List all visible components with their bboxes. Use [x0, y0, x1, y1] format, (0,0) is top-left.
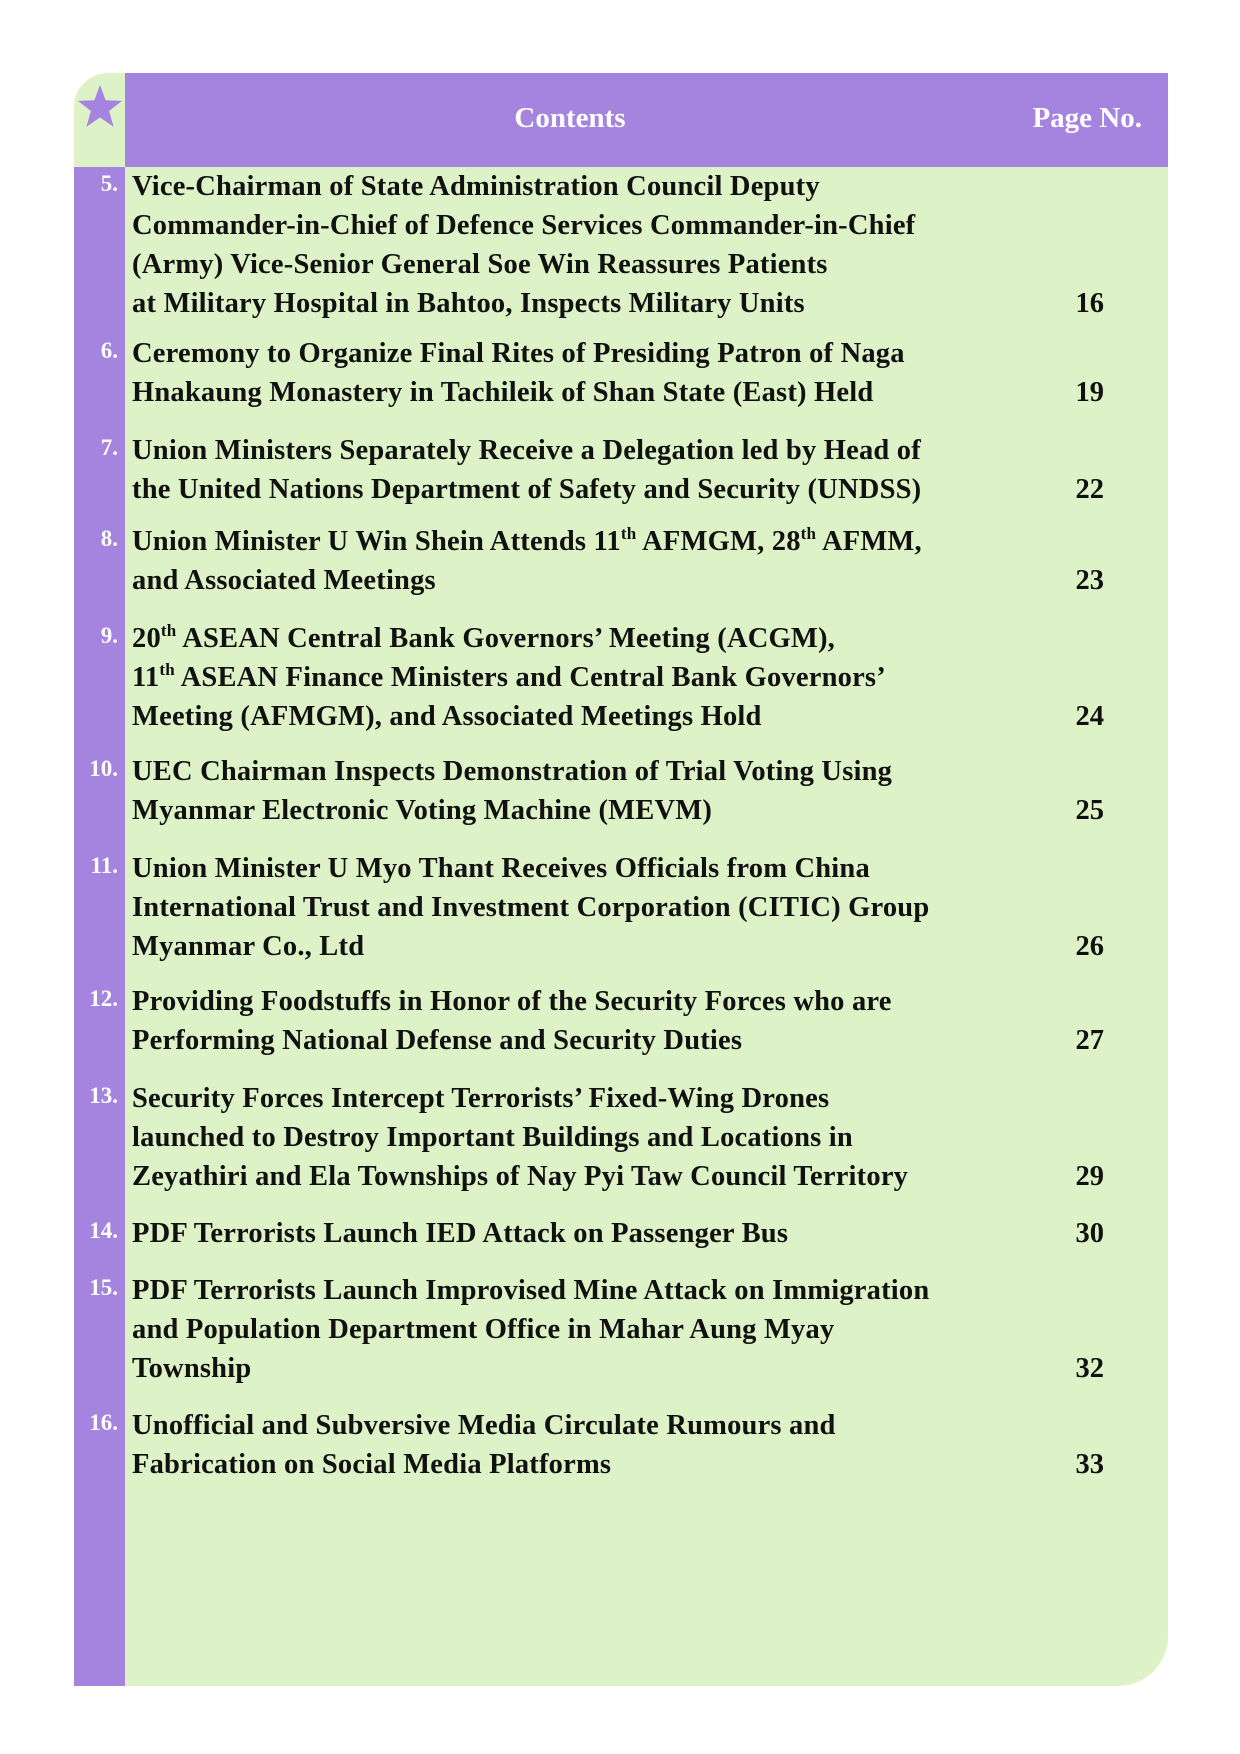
- entry-page-number: 22: [1075, 474, 1104, 505]
- entry-title: [132, 1214, 992, 1253]
- entry-number: 7.: [100, 435, 118, 460]
- entry-title: [132, 522, 992, 600]
- entry-title: [132, 849, 992, 966]
- entry-title-line: International Trust and Investment Corporation (CITIC) Group: [132, 892, 930, 923]
- entry-title-line: the United Nations Department of Safety and Security (UNDSS): [132, 474, 922, 505]
- entry-title-line: Township: [132, 1353, 252, 1384]
- ordinal-suffix: th: [800, 524, 817, 543]
- entry-page-number: 26: [1075, 931, 1104, 962]
- entry-title: [132, 619, 992, 736]
- entry-page-number: 19: [1075, 377, 1104, 408]
- entry-title-line: Hnakaung Monastery in Tachileik of Shan State (East) Held: [132, 377, 874, 408]
- title-part: 20: [132, 623, 161, 654]
- entry-title: [132, 982, 992, 1060]
- entry-title: [132, 1079, 992, 1196]
- entry-title: [132, 431, 992, 509]
- entry-title: [132, 1406, 992, 1484]
- contents-header: [125, 73, 1168, 167]
- entry-page-number: 16: [1075, 288, 1104, 319]
- entry-title-line: at Military Hospital in Bahtoo, Inspects Military Units: [132, 288, 805, 319]
- title-part: AFMGM, 28: [636, 526, 801, 557]
- entry-page-number: 33: [1075, 1449, 1104, 1480]
- ordinal-suffix: th: [620, 524, 637, 543]
- entry-title-line: [132, 522, 992, 561]
- entry-number: 6.: [100, 338, 118, 363]
- entry-number: 14.: [89, 1218, 118, 1243]
- page-no-title: Page No.: [1032, 102, 1142, 134]
- entry-title-line: Unofficial and Subversive Media Circulate Rumours and: [132, 1410, 836, 1441]
- entry-title-line: Ceremony to Organize Final Rites of Presiding Patron of Naga: [132, 338, 905, 369]
- entry-number: 15.: [89, 1275, 118, 1300]
- entry-title: [132, 334, 992, 412]
- entry-title-line: Zeyathiri and Ela Townships of Nay Pyi Taw Council Territory: [132, 1161, 909, 1192]
- entry-title-line: (Army) Vice-Senior General Soe Win Reassures Patients: [132, 249, 828, 280]
- ordinal-suffix: th: [159, 660, 175, 679]
- entry-title-line: Performing National Defense and Security Duties: [132, 1025, 743, 1056]
- number-strip: [74, 167, 125, 1686]
- entry-number: 11.: [90, 853, 118, 878]
- entry-title-line: Fabrication on Social Media Platforms: [132, 1449, 612, 1480]
- contents-panel: [74, 73, 1168, 1686]
- entry-title-line: and Associated Meetings: [132, 565, 436, 596]
- entry-title-line: PDF Terrorists Launch IED Attack on Passenger Bus: [132, 1218, 789, 1249]
- entry-title-line: and Population Department Office in Mahar Aung Myay: [132, 1314, 835, 1345]
- entry-title-line: Union Ministers Separately Receive a Delegation led by Head of: [132, 435, 921, 466]
- title-part: 11: [132, 662, 160, 693]
- title-part: AFMM,: [816, 526, 922, 557]
- entry-number: 8.: [100, 526, 118, 551]
- entry-page-number: 29: [1075, 1161, 1104, 1192]
- entry-number: 16.: [89, 1410, 118, 1435]
- entry-number: 9.: [100, 623, 118, 648]
- entry-page-number: 32: [1075, 1353, 1104, 1384]
- entry-title-line: Security Forces Intercept Terrorists’ Fixed-Wing Drones: [132, 1083, 830, 1114]
- contents-title: Contents: [514, 102, 626, 134]
- entry-title-line: Myanmar Co., Ltd: [132, 931, 365, 962]
- entry-title: [132, 752, 992, 830]
- title-part: Union Minister U Win Shein Attends 11: [132, 526, 621, 557]
- entry-page-number: 30: [1075, 1218, 1104, 1249]
- entry-title-line: PDF Terrorists Launch Improvised Mine Attack on Immigration: [132, 1275, 930, 1306]
- title-part: ASEAN Finance Ministers and Central Bank Governors’: [174, 662, 886, 693]
- ordinal-suffix: th: [160, 621, 177, 640]
- entry-title: [132, 1271, 992, 1388]
- title-part: ASEAN Central Bank Governors’ Meeting (ACGM),: [176, 623, 836, 654]
- entry-title-line: Myanmar Electronic Voting Machine (MEVM): [132, 795, 713, 826]
- entry-title-line: [132, 658, 992, 697]
- entry-page-number: 25: [1075, 795, 1104, 826]
- entry-title-line: Providing Foodstuffs in Honor of the Security Forces who are: [132, 986, 892, 1017]
- entry-page-number: 23: [1075, 565, 1104, 596]
- entry-title-line: Vice-Chairman of State Administration Council Deputy: [132, 171, 820, 202]
- entry-number: 5.: [100, 171, 118, 196]
- entry-title-line: [132, 619, 992, 658]
- entry-number: 13.: [89, 1083, 118, 1108]
- entry-number: 12.: [89, 986, 118, 1011]
- entry-title-line: Meeting (AFMGM), and Associated Meetings Hold: [132, 701, 762, 732]
- entry-title-line: Commander-in-Chief of Defence Services Commander-in-Chief: [132, 210, 916, 241]
- entry-title-line: UEC Chairman Inspects Demonstration of Trial Voting Using: [132, 756, 893, 787]
- entry-title: [132, 167, 992, 323]
- entry-number: 10.: [89, 756, 118, 781]
- entry-title-line: launched to Destroy Important Buildings and Locations in: [132, 1122, 853, 1153]
- star-icon: [76, 83, 124, 131]
- entry-title-line: Union Minister U Myo Thant Receives Officials from China: [132, 853, 870, 884]
- entry-page-number: 24: [1075, 701, 1104, 732]
- entry-page-number: 27: [1075, 1025, 1104, 1056]
